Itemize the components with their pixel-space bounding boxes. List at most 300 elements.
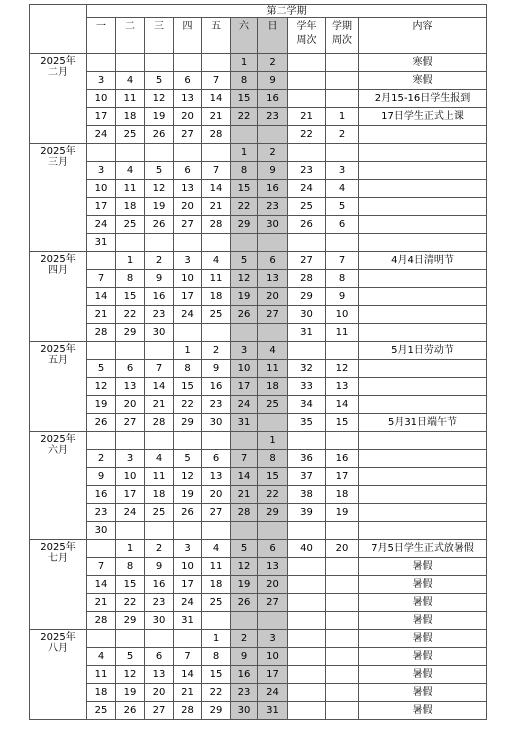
year-week-cell: 33	[288, 378, 326, 396]
day-cell	[174, 324, 202, 342]
week-row	[30, 288, 487, 306]
year-week-cell: 40	[288, 540, 326, 558]
day-cell: 2	[145, 540, 174, 558]
note-cell: 暑假	[359, 612, 487, 630]
day-cell: 12	[231, 558, 258, 576]
week-row	[30, 594, 487, 612]
day-cell: 16	[231, 666, 258, 684]
day-cell	[202, 144, 231, 162]
year-week-cell: 38	[288, 486, 326, 504]
day-cell	[87, 342, 116, 360]
day-cell	[145, 522, 174, 540]
term-week-cell	[326, 594, 359, 612]
year-week-cell	[288, 612, 326, 630]
day-cell	[116, 144, 145, 162]
term-title: 第二学期	[87, 5, 487, 18]
day-cell: 16	[145, 576, 174, 594]
term-week-cell: 12	[326, 360, 359, 378]
day-cell: 27	[258, 306, 288, 324]
day-cell: 7	[87, 558, 116, 576]
day-cell: 26	[145, 126, 174, 144]
term-week-cell: 16	[326, 450, 359, 468]
day-cell: 19	[231, 288, 258, 306]
note-cell: 暑假	[359, 684, 487, 702]
week-row	[30, 630, 487, 648]
day-cell: 7	[231, 450, 258, 468]
day-cell: 14	[87, 576, 116, 594]
day-cell	[202, 612, 231, 630]
day-cell: 27	[258, 594, 288, 612]
day-cell: 30	[231, 702, 258, 720]
term-week-cell	[326, 648, 359, 666]
day-cell: 16	[145, 288, 174, 306]
term-week-cell: 19	[326, 504, 359, 522]
day-cell: 17	[174, 576, 202, 594]
year-week-header: 学年 周次	[288, 18, 326, 54]
day-cell: 17	[87, 198, 116, 216]
note-cell: 暑假	[359, 558, 487, 576]
term-week-cell	[326, 432, 359, 450]
day-cell: 18	[145, 486, 174, 504]
day-cell: 25	[116, 126, 145, 144]
day-cell	[116, 342, 145, 360]
year-week-cell: 31	[288, 324, 326, 342]
year-week-cell	[288, 54, 326, 72]
year-week-cell	[288, 342, 326, 360]
week-row	[30, 252, 487, 270]
note-cell	[359, 432, 487, 450]
note-cell	[359, 216, 487, 234]
day-cell	[258, 126, 288, 144]
day-cell: 21	[231, 486, 258, 504]
day-cell	[174, 234, 202, 252]
day-cell: 21	[202, 108, 231, 126]
note-cell	[359, 504, 487, 522]
day-cell: 7	[202, 72, 231, 90]
day-cell: 24	[174, 306, 202, 324]
term-week-cell	[326, 342, 359, 360]
day-cell: 24	[87, 126, 116, 144]
week-row	[30, 126, 487, 144]
day-cell: 19	[116, 684, 145, 702]
term-week-cell: 9	[326, 288, 359, 306]
year-week-cell	[288, 666, 326, 684]
day-cell: 14	[174, 666, 202, 684]
year-week-cell: 21	[288, 108, 326, 126]
day-cell: 12	[231, 270, 258, 288]
day-cell: 21	[87, 594, 116, 612]
day-cell	[202, 54, 231, 72]
term-week-cell: 8	[326, 270, 359, 288]
day-cell	[145, 144, 174, 162]
week-row	[30, 432, 487, 450]
day-cell: 5	[145, 162, 174, 180]
day-cell: 30	[258, 216, 288, 234]
day-cell: 22	[258, 486, 288, 504]
term-week-cell: 13	[326, 378, 359, 396]
day-cell	[231, 324, 258, 342]
term-week-cell: 1	[326, 108, 359, 126]
day-cell: 9	[87, 468, 116, 486]
day-cell: 31	[87, 234, 116, 252]
day-cell: 25	[116, 216, 145, 234]
year-week-cell: 39	[288, 504, 326, 522]
term-week-cell	[326, 576, 359, 594]
day-cell: 4	[202, 540, 231, 558]
term-week-cell	[326, 630, 359, 648]
year-week-cell	[288, 90, 326, 108]
note-cell: 2月15-16日学生报到	[359, 90, 487, 108]
day-cell: 28	[145, 414, 174, 432]
day-cell: 19	[145, 108, 174, 126]
month-label: 2025年 四月	[30, 252, 87, 342]
day-cell: 26	[87, 414, 116, 432]
year-week-cell	[288, 234, 326, 252]
calendar-table	[29, 4, 487, 720]
column-header-row	[30, 18, 487, 54]
note-cell	[359, 180, 487, 198]
week-row	[30, 108, 487, 126]
year-week-cell	[288, 144, 326, 162]
day-cell	[145, 234, 174, 252]
day-cell: 30	[202, 414, 231, 432]
day-cell: 15	[116, 576, 145, 594]
day-cell: 1	[258, 432, 288, 450]
day-cell	[116, 630, 145, 648]
day-cell	[258, 612, 288, 630]
day-cell: 2	[258, 144, 288, 162]
day-cell	[231, 234, 258, 252]
note-cell: 7月5日学生正式放暑假	[359, 540, 487, 558]
year-week-cell	[288, 702, 326, 720]
day-cell: 12	[116, 666, 145, 684]
week-row	[30, 306, 487, 324]
day-cell: 6	[258, 252, 288, 270]
day-cell: 12	[87, 378, 116, 396]
day-cell: 31	[258, 702, 288, 720]
day-cell	[116, 522, 145, 540]
note-cell: 寒假	[359, 54, 487, 72]
day-cell: 17	[116, 486, 145, 504]
day-cell: 7	[174, 648, 202, 666]
week-row	[30, 504, 487, 522]
day-cell: 1	[116, 540, 145, 558]
term-week-cell	[326, 90, 359, 108]
day-cell: 11	[258, 360, 288, 378]
weekday-header: 三	[145, 18, 174, 54]
day-cell: 13	[258, 558, 288, 576]
year-week-cell: 29	[288, 288, 326, 306]
term-week-cell: 5	[326, 198, 359, 216]
day-cell: 27	[174, 216, 202, 234]
term-week-cell	[326, 522, 359, 540]
note-cell	[359, 126, 487, 144]
day-cell: 10	[231, 360, 258, 378]
day-cell: 21	[174, 684, 202, 702]
term-week-cell: 11	[326, 324, 359, 342]
term-week-cell: 2	[326, 126, 359, 144]
day-cell: 4	[258, 342, 288, 360]
year-week-cell: 22	[288, 126, 326, 144]
day-cell	[174, 432, 202, 450]
day-cell: 25	[145, 504, 174, 522]
day-cell: 4	[116, 72, 145, 90]
day-cell: 27	[174, 126, 202, 144]
day-cell: 23	[87, 504, 116, 522]
day-cell: 24	[258, 684, 288, 702]
week-row	[30, 522, 487, 540]
day-cell: 10	[116, 468, 145, 486]
week-row	[30, 702, 487, 720]
day-cell: 23	[231, 684, 258, 702]
day-cell: 29	[116, 324, 145, 342]
day-cell: 3	[87, 72, 116, 90]
note-cell	[359, 234, 487, 252]
note-cell: 5月1日劳动节	[359, 342, 487, 360]
week-row	[30, 468, 487, 486]
day-cell: 5	[231, 252, 258, 270]
note-cell: 暑假	[359, 648, 487, 666]
day-cell: 9	[202, 360, 231, 378]
day-cell: 29	[202, 702, 231, 720]
day-cell: 5	[174, 450, 202, 468]
year-week-cell: 25	[288, 198, 326, 216]
note-cell: 暑假	[359, 702, 487, 720]
day-cell	[87, 540, 116, 558]
week-row	[30, 540, 487, 558]
year-week-cell	[288, 432, 326, 450]
day-cell: 10	[174, 270, 202, 288]
day-cell	[258, 324, 288, 342]
content-header: 内容	[359, 18, 487, 54]
term-week-cell	[326, 666, 359, 684]
year-week-cell: 26	[288, 216, 326, 234]
day-cell: 17	[258, 666, 288, 684]
day-cell: 22	[231, 198, 258, 216]
day-cell	[145, 54, 174, 72]
day-cell: 19	[145, 198, 174, 216]
day-cell: 24	[174, 594, 202, 612]
day-cell: 26	[145, 216, 174, 234]
day-cell: 14	[145, 378, 174, 396]
day-cell: 28	[231, 504, 258, 522]
day-cell: 11	[116, 180, 145, 198]
note-cell	[359, 288, 487, 306]
day-cell: 3	[116, 450, 145, 468]
day-cell: 27	[116, 414, 145, 432]
year-week-cell	[288, 522, 326, 540]
day-cell: 18	[202, 576, 231, 594]
day-cell	[202, 234, 231, 252]
term-week-cell	[326, 54, 359, 72]
day-cell: 14	[231, 468, 258, 486]
day-cell: 16	[202, 378, 231, 396]
week-row	[30, 324, 487, 342]
day-cell: 18	[202, 288, 231, 306]
day-cell: 2	[258, 54, 288, 72]
day-cell: 21	[202, 198, 231, 216]
month-label: 2025年 二月	[30, 54, 87, 144]
day-cell: 2	[145, 252, 174, 270]
note-cell	[359, 378, 487, 396]
note-cell	[359, 522, 487, 540]
day-cell	[145, 342, 174, 360]
week-row	[30, 144, 487, 162]
day-cell	[202, 522, 231, 540]
day-cell: 13	[258, 270, 288, 288]
day-cell: 8	[231, 72, 258, 90]
week-row	[30, 342, 487, 360]
day-cell	[116, 234, 145, 252]
day-cell: 23	[258, 198, 288, 216]
day-cell: 4	[87, 648, 116, 666]
note-cell	[359, 306, 487, 324]
day-cell: 11	[145, 468, 174, 486]
day-cell: 22	[231, 108, 258, 126]
day-cell	[231, 522, 258, 540]
day-cell: 8	[231, 162, 258, 180]
day-cell	[174, 522, 202, 540]
day-cell: 3	[87, 162, 116, 180]
week-row	[30, 216, 487, 234]
note-cell	[359, 162, 487, 180]
day-cell: 18	[87, 684, 116, 702]
weekday-header: 日	[258, 18, 288, 54]
day-cell	[174, 144, 202, 162]
term-week-cell	[326, 612, 359, 630]
day-cell: 2	[202, 342, 231, 360]
day-cell: 31	[231, 414, 258, 432]
day-cell	[258, 522, 288, 540]
day-cell: 15	[174, 378, 202, 396]
day-cell: 4	[202, 252, 231, 270]
day-cell: 10	[258, 648, 288, 666]
day-cell	[116, 432, 145, 450]
day-cell: 27	[145, 702, 174, 720]
day-cell: 12	[145, 90, 174, 108]
weekday-header: 四	[174, 18, 202, 54]
day-cell: 10	[174, 558, 202, 576]
week-row	[30, 414, 487, 432]
week-row	[30, 486, 487, 504]
day-cell: 5	[231, 540, 258, 558]
year-week-cell: 27	[288, 252, 326, 270]
day-cell	[174, 54, 202, 72]
weekday-header: 五	[202, 18, 231, 54]
day-cell: 21	[87, 306, 116, 324]
weekday-header: 六	[231, 18, 258, 54]
term-week-cell	[326, 558, 359, 576]
month-label: 2025年 五月	[30, 342, 87, 432]
term-week-cell	[326, 702, 359, 720]
day-cell: 7	[145, 360, 174, 378]
year-week-cell	[288, 684, 326, 702]
day-cell: 24	[87, 216, 116, 234]
day-cell: 11	[87, 666, 116, 684]
year-week-cell	[288, 558, 326, 576]
day-cell: 13	[202, 468, 231, 486]
year-week-cell: 35	[288, 414, 326, 432]
year-week-cell	[288, 594, 326, 612]
year-week-cell	[288, 576, 326, 594]
year-week-cell: 32	[288, 360, 326, 378]
day-cell: 25	[87, 702, 116, 720]
day-cell: 15	[116, 288, 145, 306]
week-row	[30, 666, 487, 684]
day-cell: 28	[87, 612, 116, 630]
day-cell	[87, 432, 116, 450]
term-week-cell: 10	[326, 306, 359, 324]
day-cell: 3	[258, 630, 288, 648]
day-cell: 26	[231, 594, 258, 612]
term-week-cell: 3	[326, 162, 359, 180]
week-row	[30, 558, 487, 576]
day-cell: 18	[116, 198, 145, 216]
day-cell	[231, 432, 258, 450]
day-cell: 26	[174, 504, 202, 522]
day-cell: 25	[202, 594, 231, 612]
day-cell: 25	[258, 396, 288, 414]
year-week-cell: 23	[288, 162, 326, 180]
day-cell: 12	[145, 180, 174, 198]
day-cell: 18	[116, 108, 145, 126]
day-cell	[202, 432, 231, 450]
day-cell: 30	[87, 522, 116, 540]
year-week-cell: 34	[288, 396, 326, 414]
term-week-cell: 15	[326, 414, 359, 432]
corner-cell	[30, 5, 87, 54]
day-cell	[87, 144, 116, 162]
day-cell: 10	[87, 90, 116, 108]
note-cell: 暑假	[359, 576, 487, 594]
term-week-cell: 20	[326, 540, 359, 558]
day-cell: 6	[174, 72, 202, 90]
term-week-cell: 18	[326, 486, 359, 504]
week-row	[30, 234, 487, 252]
note-cell	[359, 450, 487, 468]
note-cell: 暑假	[359, 630, 487, 648]
day-cell: 30	[145, 324, 174, 342]
week-row	[30, 576, 487, 594]
day-cell: 6	[116, 360, 145, 378]
term-week-header: 学期 周次	[326, 18, 359, 54]
term-week-cell	[326, 234, 359, 252]
month-label: 2025年 三月	[30, 144, 87, 252]
week-row	[30, 360, 487, 378]
day-cell: 29	[116, 612, 145, 630]
day-cell: 1	[202, 630, 231, 648]
day-cell: 2	[87, 450, 116, 468]
day-cell: 9	[145, 270, 174, 288]
day-cell: 23	[145, 306, 174, 324]
day-cell: 26	[231, 306, 258, 324]
term-week-cell	[326, 72, 359, 90]
day-cell: 23	[258, 108, 288, 126]
day-cell: 17	[174, 288, 202, 306]
day-cell: 1	[231, 144, 258, 162]
note-cell: 4月4日清明节	[359, 252, 487, 270]
note-cell	[359, 468, 487, 486]
day-cell: 10	[87, 180, 116, 198]
note-cell	[359, 486, 487, 504]
day-cell: 27	[202, 504, 231, 522]
week-row	[30, 90, 487, 108]
day-cell: 1	[116, 252, 145, 270]
day-cell: 21	[145, 396, 174, 414]
day-cell: 16	[258, 180, 288, 198]
week-row	[30, 612, 487, 630]
day-cell: 8	[174, 360, 202, 378]
